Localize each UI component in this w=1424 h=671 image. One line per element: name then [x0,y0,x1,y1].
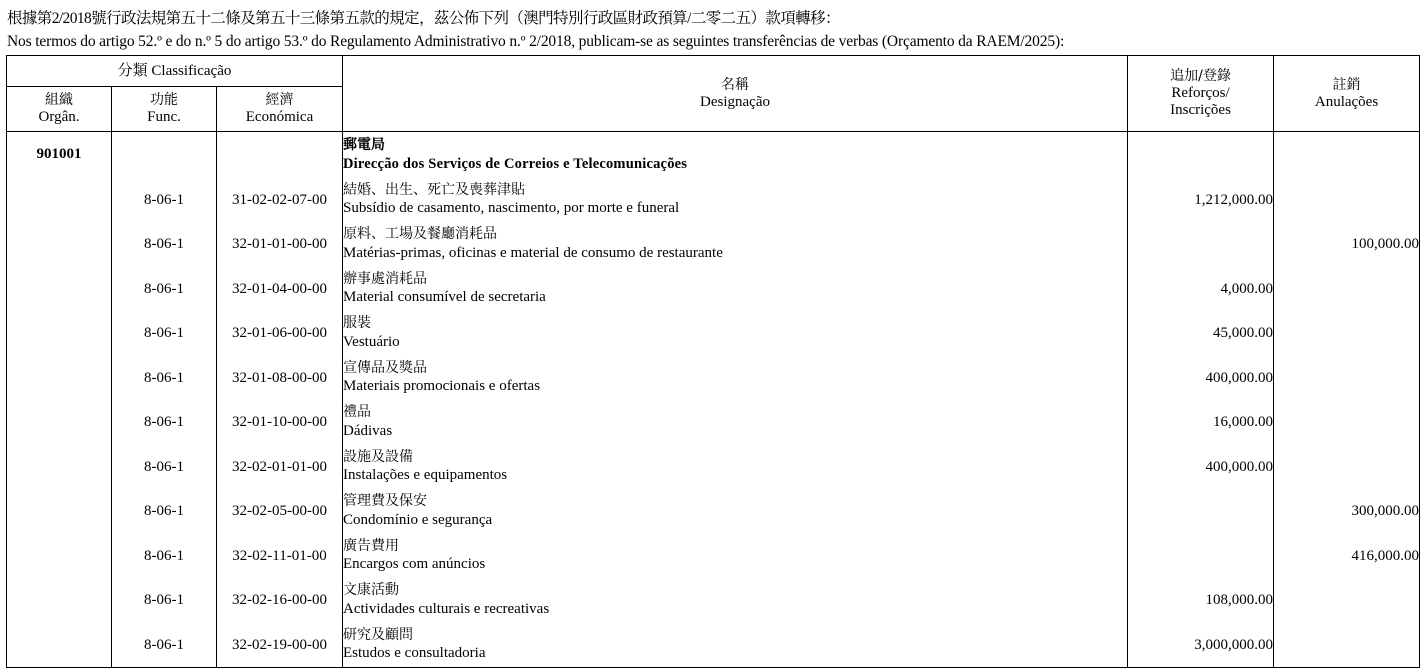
organ-name-pt: Direcção dos Serviços de Correios e Telecomunicações [343,155,688,172]
empty-cell [7,311,112,356]
economic-code: 31-02-02-07-00 [217,177,343,222]
organ-header-pt: Orgân. [38,109,80,125]
function-code: 8-06-1 [112,311,217,356]
economic-header-zh: 經濟 [265,92,294,108]
item-name-pt: Estudos e consultadoria [343,645,486,662]
item-designation [343,489,1128,534]
function-code: 8-06-1 [112,489,217,534]
table-row [7,489,1420,534]
item-designation [343,355,1128,400]
function-code: 8-06-1 [112,177,217,222]
annulment-amount: 300,000.00 [1274,489,1420,534]
reinforcement-amount: 400,000.00 [1128,355,1274,400]
reinforcement-amount: 4,000.00 [1128,266,1274,311]
reinforcement-amount [1128,489,1274,534]
intro-chinese: 根據第2/2018號行政法規第五十二條及第五十三條第五款的規定，茲公佈下列（澳門特別行政區財政預算/二零二五）款項轉移： [7,10,840,27]
reinforcement-amount: 108,000.00 [1128,578,1274,623]
annulments-header-zh: 註銷 [1332,76,1361,93]
reinforcement-amount: 16,000.00 [1128,400,1274,445]
table-row [7,266,1420,311]
designation-header-zh: 名稱 [721,76,750,93]
item-designation [343,578,1128,623]
economic-code: 32-01-10-00-00 [217,400,343,445]
item-name-pt: Dádivas [343,422,393,439]
table-row [7,578,1420,623]
function-header-zh: 功能 [150,92,178,108]
item-designation [343,622,1128,667]
item-name-pt: Actividades culturais e recreativas [343,600,550,617]
item-designation [343,177,1128,222]
item-name-zh: 廣告費用 [343,537,400,554]
empty-cell [1274,132,1420,178]
empty-cell [7,355,112,400]
annulment-amount [1274,444,1420,489]
empty-cell [7,444,112,489]
economic-code: 32-02-11-01-00 [217,533,343,578]
empty-cell [217,132,343,178]
economic-code: 32-01-04-00-00 [217,266,343,311]
organ-name [343,132,1128,178]
organ-row [7,132,1420,178]
reinforcement-amount: 3,000,000.00 [1128,622,1274,667]
annulment-amount [1274,311,1420,356]
organ-header [7,87,112,132]
item-name-zh: 管理費及保安 [343,493,428,510]
annulment-amount: 100,000.00 [1274,222,1420,267]
table-row [7,177,1420,222]
function-code: 8-06-1 [112,400,217,445]
economic-code: 32-01-01-00-00 [217,222,343,267]
item-name-zh: 服裝 [343,315,372,332]
item-name-zh: 辦事處消耗品 [343,270,428,287]
empty-cell [7,622,112,667]
budget-transfer-table [6,55,1420,668]
item-designation [343,444,1128,489]
annulment-amount [1274,177,1420,222]
function-header-pt: Func. [147,109,181,125]
table-row [7,355,1420,400]
classification-header: 分類 Classificação [7,56,343,87]
economic-code: 32-02-16-00-00 [217,578,343,623]
economic-header [217,87,343,132]
economic-code: 32-02-19-00-00 [217,622,343,667]
economic-code: 32-02-05-00-00 [217,489,343,534]
annulments-header-pt: Anulações [1314,93,1379,110]
reinforcements-header-zh: 追加/登錄 [1170,68,1231,84]
reinforcements-header [1128,56,1274,132]
item-name-pt: Materiais promocionais e ofertas [343,378,541,395]
item-designation [343,533,1128,578]
item-designation [343,222,1128,267]
function-header [112,87,217,132]
item-name-pt: Condomínio e segurança [343,511,493,528]
organ-code: 901001 [7,132,112,178]
annulment-amount [1274,578,1420,623]
item-name-zh: 原料、工場及餐廳消耗品 [343,226,498,243]
empty-cell [7,400,112,445]
empty-cell [112,132,217,178]
economic-code: 32-02-01-01-00 [217,444,343,489]
annulment-amount [1274,266,1420,311]
function-code: 8-06-1 [112,222,217,267]
economic-code: 32-01-08-00-00 [217,355,343,400]
item-designation [343,311,1128,356]
item-designation [343,266,1128,311]
reinforcement-amount [1128,222,1274,267]
empty-cell [7,222,112,267]
organ-header-zh: 組織 [45,92,73,108]
item-name-pt: Matérias-primas, oficinas e material de consumo de restaurante [343,244,723,261]
empty-cell [7,177,112,222]
function-code: 8-06-1 [112,578,217,623]
intro-portuguese: Nos termos do artigo 52.º e do n.º 5 do artigo 53.º do Regulamento Administrativo n.º 2/2018, publicam-se as seguintes transferências de verbas (Orçamento da RAEM/2025): [7,33,1065,50]
table-row [7,400,1420,445]
table-row [7,222,1420,267]
item-name-pt: Instalações e equipamentos [343,467,508,484]
annulments-header [1274,56,1420,132]
item-name-pt: Vestuário [343,333,400,350]
item-name-zh: 研究及顧問 [343,626,414,643]
item-name-zh: 設施及設備 [343,448,414,465]
function-code: 8-06-1 [112,622,217,667]
designation-header-pt: Designação [700,93,770,110]
annulment-amount [1274,355,1420,400]
item-name-zh: 宣傳品及獎品 [343,359,428,376]
item-name-pt: Encargos com anúncios [343,556,486,573]
empty-cell [7,266,112,311]
reinforcement-amount: 400,000.00 [1128,444,1274,489]
item-name-pt: Material consumível de secretaria [343,289,546,306]
economic-header-pt: Económica [245,109,314,125]
function-code: 8-06-1 [112,266,217,311]
annulment-amount: 416,000.00 [1274,533,1420,578]
organ-name-zh: 郵電局 [343,137,386,153]
reinforcements-header-pt1: Reforços/ [1171,85,1230,101]
designation-header [343,56,1128,132]
item-designation [343,400,1128,445]
function-code: 8-06-1 [112,355,217,400]
annulment-amount [1274,400,1420,445]
economic-code: 32-01-06-00-00 [217,311,343,356]
table-row [7,622,1420,667]
reinforcement-amount: 1,212,000.00 [1128,177,1274,222]
item-name-zh: 文康活動 [343,582,400,599]
function-code: 8-06-1 [112,444,217,489]
empty-cell [7,489,112,534]
table-row [7,444,1420,489]
reinforcement-amount: 45,000.00 [1128,311,1274,356]
reinforcements-header-pt2: Inscrições [1170,102,1231,118]
table-row [7,533,1420,578]
table-row [7,311,1420,356]
empty-cell [7,578,112,623]
function-code: 8-06-1 [112,533,217,578]
item-name-zh: 禮品 [343,404,372,421]
item-name-zh: 結婚、出生、死亡及喪葬津貼 [343,181,526,198]
empty-cell [7,533,112,578]
item-name-pt: Subsídio de casamento, nascimento, por morte e funeral [343,200,680,217]
annulment-amount [1274,622,1420,667]
empty-cell [1128,132,1274,178]
reinforcement-amount [1128,533,1274,578]
